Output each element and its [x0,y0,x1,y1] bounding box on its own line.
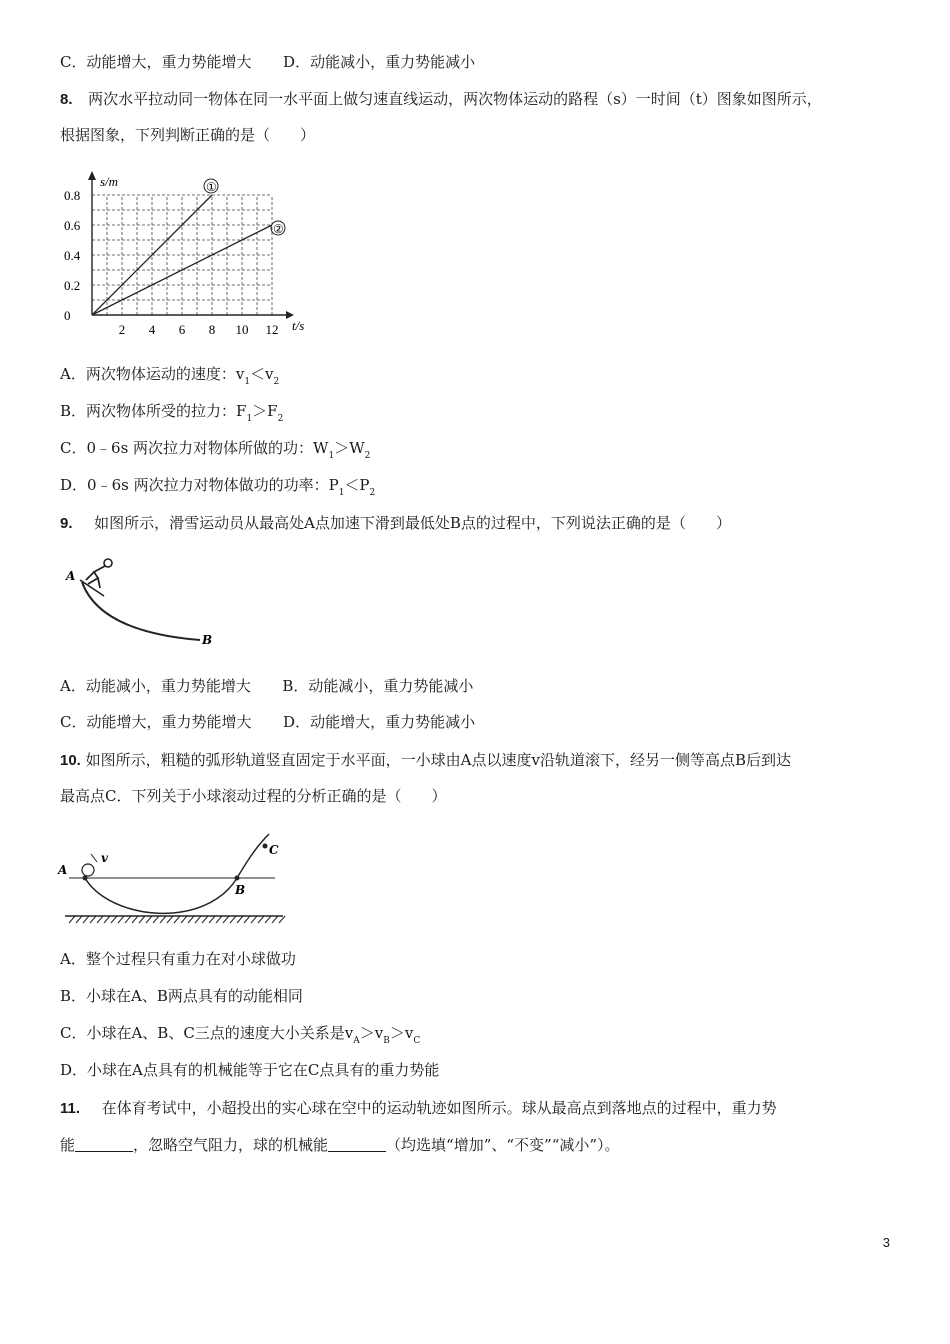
hatch-mark [153,916,159,923]
skier-head [104,559,112,567]
point-b-label: B [202,633,213,647]
q10-option-c-sub1: A [353,1036,360,1046]
series-1-label: ① [206,180,217,194]
q9-option-c: C．动能增大，重力势能增大 [60,713,252,731]
q8-option-c-mid: ＞W [334,439,365,457]
skier-body [86,566,105,588]
point-a-dot [83,876,88,881]
q8-option-c-text: C．0﹣6s 两次拉力对物体所做的功：W [60,439,329,457]
q7-options-cd [60,51,475,73]
q10-option-a-text: A．整个过程只有重力在对小球做功 [60,950,296,968]
point-c-label: C [269,843,279,857]
q8-option-c-sub1: 1 [328,451,335,461]
q7-option-d: D．动能减小，重力势能减小 [283,53,476,71]
q8-stem-1: 两次水平拉动同一物体在同一水平面上做匀速直线运动，两次物体运动的路程（s）一时间（t）图象如图所示， [88,90,822,108]
hatch-mark [174,916,180,923]
hatch-mark [202,916,208,923]
q8-stem-line1 [60,88,822,111]
hatch-mark [237,916,243,923]
hatch-mark [146,916,152,923]
hatch-mark [139,916,145,923]
velocity-arrow [91,854,97,862]
q9-stem: 如图所示，滑雪运动员从最高处A点加速下滑到最低处B点的过程中，下列说法正确的是（ ） [94,514,731,532]
hatch-mark [209,916,215,923]
q11-stem-2a: 能 [60,1136,76,1154]
q11-stem-line2 [60,1134,620,1156]
q11-stem-line1 [60,1097,777,1120]
q8-stem-2: 根据图象，下列判断正确的是（ ） [60,126,316,144]
q10-stem-1: 如图所示，粗糙的弧形轨道竖直固定于水平面，一小球由A点以速度v沿轨道滚下，经另一侧等高点B后到达 [85,751,791,769]
x-axis-label: t/s [292,318,305,333]
hatch-mark [223,916,229,923]
hatch-mark [265,916,271,923]
q8-number: 8. [60,91,73,108]
hatch-mark [83,916,89,923]
ball [82,864,94,876]
q8-option-d-sub2: 2 [369,488,376,498]
hatch-mark [230,916,236,923]
hatch-mark [216,916,222,923]
q9-ski-slope-figure [60,552,230,652]
q10-option-c-mid2: ＞v [389,1024,414,1042]
q10-option-b [60,985,303,1007]
q9-option-a: A．动能减小，重力势能增大 [60,677,251,695]
y-tick-label: 0.2 [64,278,81,293]
hatch-mark [132,916,138,923]
q10-option-c-sub2: B [383,1036,390,1046]
y-tick-label: 0.8 [64,188,81,203]
q9-stem-line [60,512,731,535]
x-tick-label: 4 [148,322,156,337]
q10-option-c-sub3: C [413,1036,421,1046]
q10-option-c-mid1: ＞v [359,1024,384,1042]
q10-option-b-text: B．小球在A、B两点具有的动能相同 [60,987,303,1005]
q10-stem-line2 [60,785,446,807]
q8-option-b [60,400,283,430]
x-tick-label: 8 [208,322,216,337]
ski-slope-curve [82,582,200,640]
hatch-mark [181,916,187,923]
x-tick-label: 6 [178,322,186,337]
hatch-mark [111,916,117,923]
hatch-mark [69,916,75,923]
point-b-label: B [235,883,246,897]
series-2-label: ② [273,222,284,236]
q10-number: 10. [60,752,81,769]
point-c-dot [263,844,268,849]
hatch-mark [272,916,278,923]
q8-option-d-mid: ＜P [344,476,370,494]
point-a-label: A [58,863,68,877]
q8-option-b-sub2: 2 [277,414,284,424]
q9-options-ab [60,675,473,697]
hatch-mark [160,916,166,923]
q11-stem-1: 在体育考试中，小超投出的实心球在空中的运动轨迹如图所示。球从最高点到落地点的过程中，重力势 [101,1099,777,1117]
hatch-mark [76,916,82,923]
q8-option-d-sub1: 1 [338,488,345,498]
q8-option-a-sub1: 1 [244,377,251,387]
q8-option-a-mid: ＜v [250,365,274,383]
hatch-mark [279,916,285,923]
q11-number: 11. [60,1100,81,1117]
q8-option-b-mid: ＞F [252,402,278,420]
x-tick-label: 12 [265,322,279,337]
hatch-mark [188,916,194,923]
hatch-mark [118,916,124,923]
velocity-label: v [101,851,108,865]
q8-st-graph [60,170,320,342]
y-tick-label: 0 [64,308,71,323]
q9-option-b: B．动能减小，重力势能减小 [282,677,474,695]
answer-blank-1[interactable] [75,1135,133,1152]
q8-option-c-sub2: 2 [364,451,371,461]
q8-option-b-text: B．两次物体所受的拉力：F [60,402,247,420]
y-tick-label: 0.6 [64,218,81,233]
q10-stem-2: 最高点C．下列关于小球滚动过程的分析正确的是（ ） [60,787,447,805]
hatch-mark [97,916,103,923]
hatch-mark [90,916,96,923]
q8-option-c [60,437,370,467]
q9-option-d: D．动能增大，重力势能减小 [283,713,476,731]
q10-option-a [60,948,296,970]
y-axis-arrow [88,171,96,180]
hatch-mark [125,916,131,923]
q9-number: 9. [60,515,73,532]
q10-track-figure [55,830,295,928]
q10-option-d [60,1059,439,1081]
q10-stem-line1 [60,749,791,772]
q10-option-d-text: D．小球在A点具有的机械能等于它在C点具有的重力势能 [60,1061,440,1079]
q8-option-d-text: D．0﹣6s 两次拉力对物体做功的功率：P [60,476,339,494]
y-axis-label: s/m [100,174,119,189]
hatch-mark [167,916,173,923]
q10-option-c [60,1022,420,1052]
point-a-label: A [66,569,76,583]
q8-option-d [60,474,375,504]
st-graph-grid [92,195,272,315]
q8-option-b-sub1: 1 [246,414,253,424]
q9-options-cd [60,711,475,733]
answer-blank-2[interactable] [328,1135,386,1152]
hatch-mark [244,916,250,923]
q8-option-a-sub2: 2 [273,377,280,387]
q8-option-a [60,363,279,393]
q8-option-a-text: A．两次物体运动的速度：v [60,365,245,383]
x-tick-label: 2 [118,322,126,337]
q11-stem-2b: ，忽略空气阻力，球的机械能 [133,1136,329,1154]
q7-option-c: C．动能增大，重力势能增大 [60,53,252,71]
q10-option-c-text: C．小球在A、B、C三点的速度大小关系是v [60,1024,354,1042]
y-tick-label: 0.4 [64,248,81,263]
x-tick-label: 10 [235,322,249,337]
q11-stem-2c: （均选填“增加”、“不变”“减小”）。 [386,1136,620,1154]
hatch-mark [258,916,264,923]
hatch-mark [195,916,201,923]
arc-track [85,834,269,913]
point-b-dot [235,876,240,881]
q8-stem-line2 [60,124,315,146]
hatch-mark [251,916,257,923]
hatch-mark [104,916,110,923]
ground-hatching [69,916,285,923]
page-number: 3 [882,1235,890,1250]
